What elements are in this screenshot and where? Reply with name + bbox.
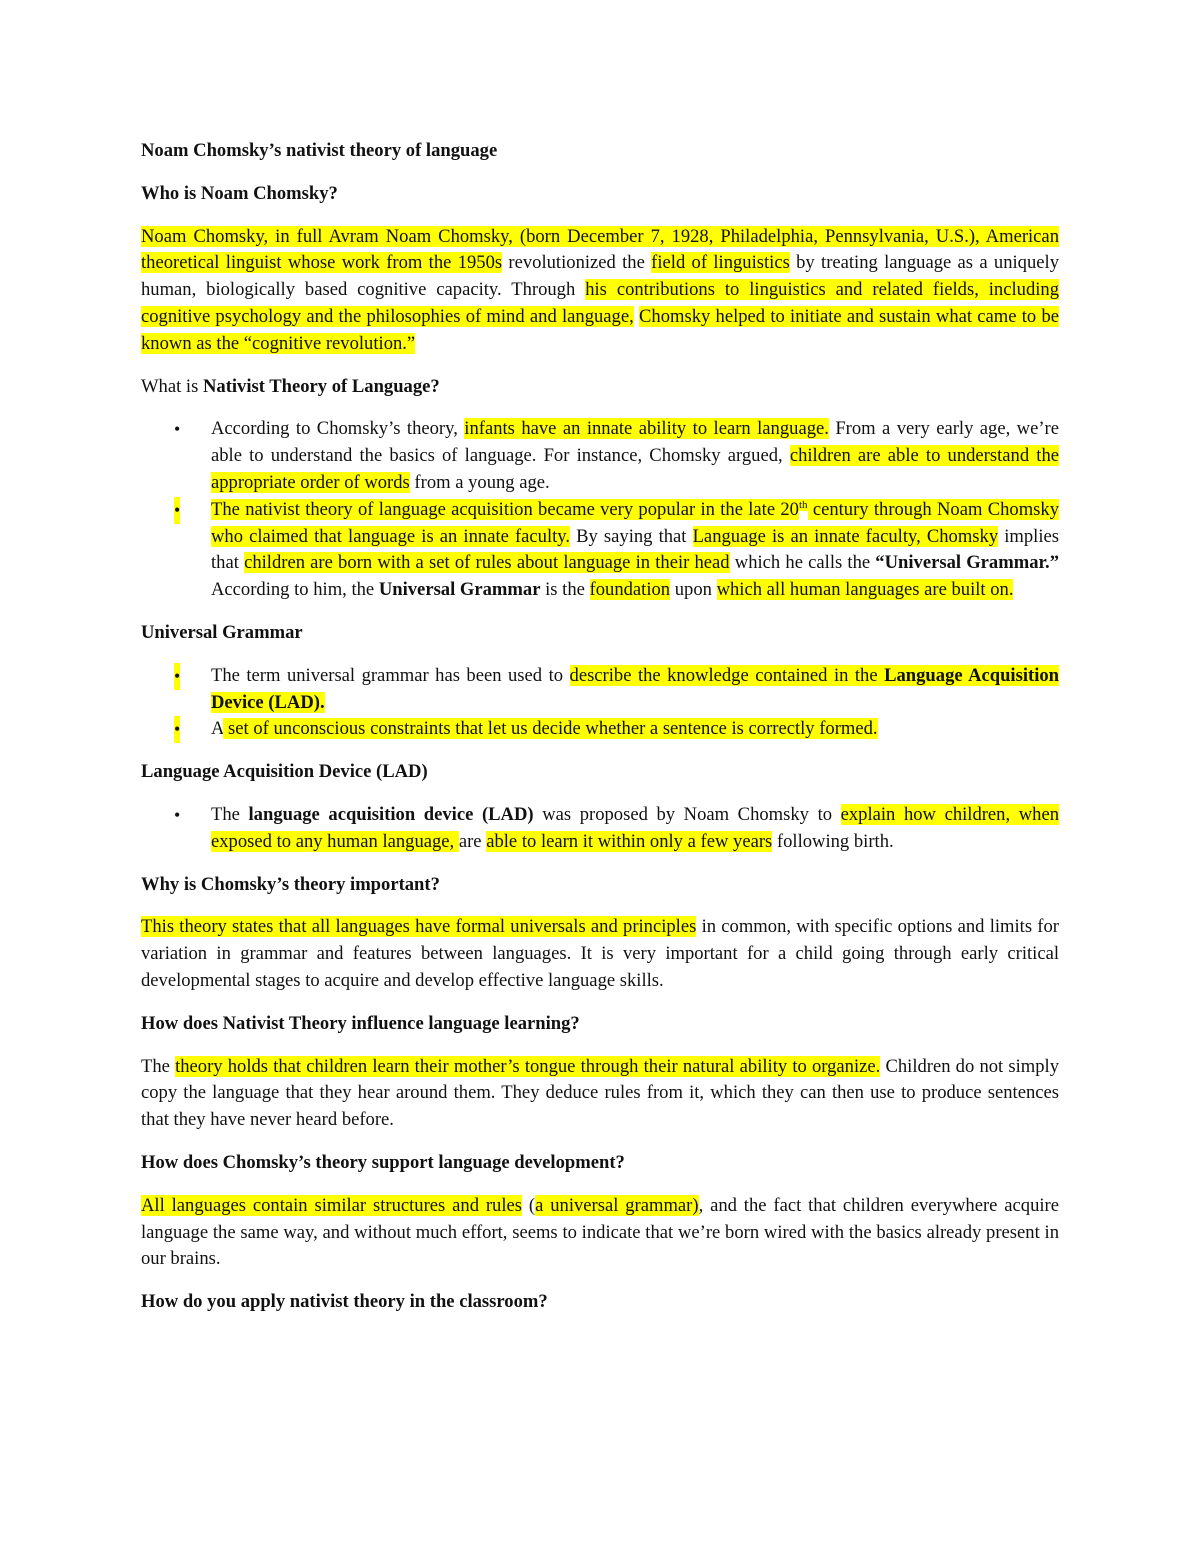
paragraph-who <box>141 224 1059 358</box>
text: A <box>211 718 224 740</box>
highlighted-text: theory holds that children learn their mother’s tongue through their natural ability to organize. <box>175 1055 881 1077</box>
highlighted-text: field of linguistics <box>651 252 790 274</box>
bold-text: “Universal Grammar.” <box>875 552 1059 574</box>
heading-support: How does Chomsky’s theory support language development? <box>141 1151 625 1173</box>
heading-who: Who is Noam Chomsky? <box>141 182 338 204</box>
superscript: th <box>798 498 808 511</box>
heading-prefix: What is <box>141 375 203 397</box>
bullet-icon: • <box>174 804 181 825</box>
bullet-icon: • <box>174 497 180 524</box>
highlighted-text: his contributions to linguistics and related fields, including cognitive psychology and the philosophies of mind and language, <box>141 279 1059 327</box>
paragraph-how <box>141 1054 1059 1134</box>
text: in common, with specific options and limits for variation in grammar and features between languages. It is very important for a child going through early critical developmental stages to acquire and develop effective language skills. <box>141 916 1059 991</box>
list-item <box>141 802 1059 856</box>
text: implies that <box>211 525 1059 574</box>
list-item <box>141 716 1059 743</box>
highlighted-text: children are born with a set of rules about language in their head <box>244 552 730 574</box>
list-item <box>141 416 1059 496</box>
text: Children do not simply copy the language that they hear around them. They deduce rules from it, which they can then use to produce sentences that they have never heard before. <box>141 1055 1059 1131</box>
heading-universal-grammar: Universal Grammar <box>141 621 303 643</box>
highlighted-text: explain how children, when exposed to any human language, <box>211 803 1060 852</box>
text: , and the fact that children everywhere acquire language the same way, and without much effort, seems to indicate that we’re born wired with the basics already present in our brains. <box>141 1194 1059 1270</box>
bullet-icon: • <box>174 419 181 440</box>
bold-highlighted-text: Language Acquisition Device (LAD). <box>211 664 1059 713</box>
highlighted-text: infants have an innate ability to learn language. <box>464 418 829 440</box>
text: was proposed by Noam Chomsky to <box>533 803 841 825</box>
text: is the <box>540 579 590 601</box>
highlighted-text: foundation <box>589 579 671 601</box>
text: revolutionized the <box>502 252 652 274</box>
highlighted-text: a universal grammar) <box>535 1194 699 1216</box>
highlighted-text: which all human languages are built on. <box>716 579 1014 601</box>
highlighted-text: Language is an innate faculty, Chomsky <box>692 525 999 547</box>
bullet-list-ug <box>141 663 1059 743</box>
list-item <box>141 497 1059 604</box>
document-title: Noam Chomsky’s nativist theory of language <box>141 140 498 161</box>
highlighted-text: All languages contain similar structures and rules <box>141 1194 523 1216</box>
bullet-list-lad <box>141 802 1059 856</box>
text: are <box>458 830 487 852</box>
document-page <box>141 138 1059 1332</box>
bold-text: language acquisition device (LAD) <box>248 803 534 825</box>
text: According to him, the <box>211 579 379 601</box>
highlighted-text: century through Noam Chomsky who claimed that language is an innate faculty. <box>211 498 1059 547</box>
highlighted-text: set of unconscious constraints that let us decide whether a sentence is correctly formed. <box>223 718 878 740</box>
paragraph-why <box>141 914 1059 994</box>
bold-text: Universal Grammar <box>378 579 541 601</box>
heading-apply: How do you apply nativist theory in the classroom? <box>141 1291 548 1313</box>
text: The <box>141 1055 176 1077</box>
text: from a young age. <box>409 471 550 493</box>
heading-what <box>141 374 1059 401</box>
paragraph-support <box>141 1193 1059 1273</box>
highlighted-text: This theory states that all languages have formal universals and principles <box>141 916 697 938</box>
text: According to Chomsky’s theory, <box>211 418 465 440</box>
bullet-list-what <box>141 416 1059 604</box>
highlighted-text: able to learn it within only a few years <box>486 830 773 852</box>
text: From a very early age, we’re able to understand the basics of language. For instance, Chomsky argued, <box>211 418 1060 467</box>
text: The <box>211 803 249 825</box>
bullet-icon: • <box>174 663 180 690</box>
highlighted-text: Noam Chomsky, in full Avram Noam Chomsky, (born December 7, 1928, Philadelphia, Pennsylvania, U.S.), American theoretical linguist whose work from the 1950s <box>141 225 1059 274</box>
heading-lad: Language Acquisition Device (LAD) <box>141 761 428 783</box>
text: which he calls the <box>729 552 876 574</box>
text: by treating language as a uniquely human, biologically based cognitive capacity. Through <box>141 252 1059 301</box>
heading-why: Why is Chomsky’s theory important? <box>141 873 440 895</box>
highlighted-text: describe the knowledge contained in the <box>569 664 885 686</box>
highlighted-text: The nativist theory of language acquisition became very popular in the late 20 <box>211 498 799 520</box>
list-item <box>141 663 1059 717</box>
bullet-icon: • <box>174 716 180 743</box>
text: By saying that <box>570 525 693 547</box>
highlighted-text: Chomsky helped to initiate and sustain what came to be known as the “cognitive revolution.” <box>141 305 1059 354</box>
highlighted-text: children are able to understand the appropriate order of words <box>211 445 1060 493</box>
heading-bold: Nativist Theory of Language? <box>202 375 440 397</box>
text: following birth. <box>772 830 894 852</box>
text: upon <box>670 579 717 601</box>
heading-how: How does Nativist Theory influence language learning? <box>141 1012 580 1034</box>
text: ( <box>522 1194 536 1216</box>
text: The term universal grammar has been used to <box>211 664 570 686</box>
